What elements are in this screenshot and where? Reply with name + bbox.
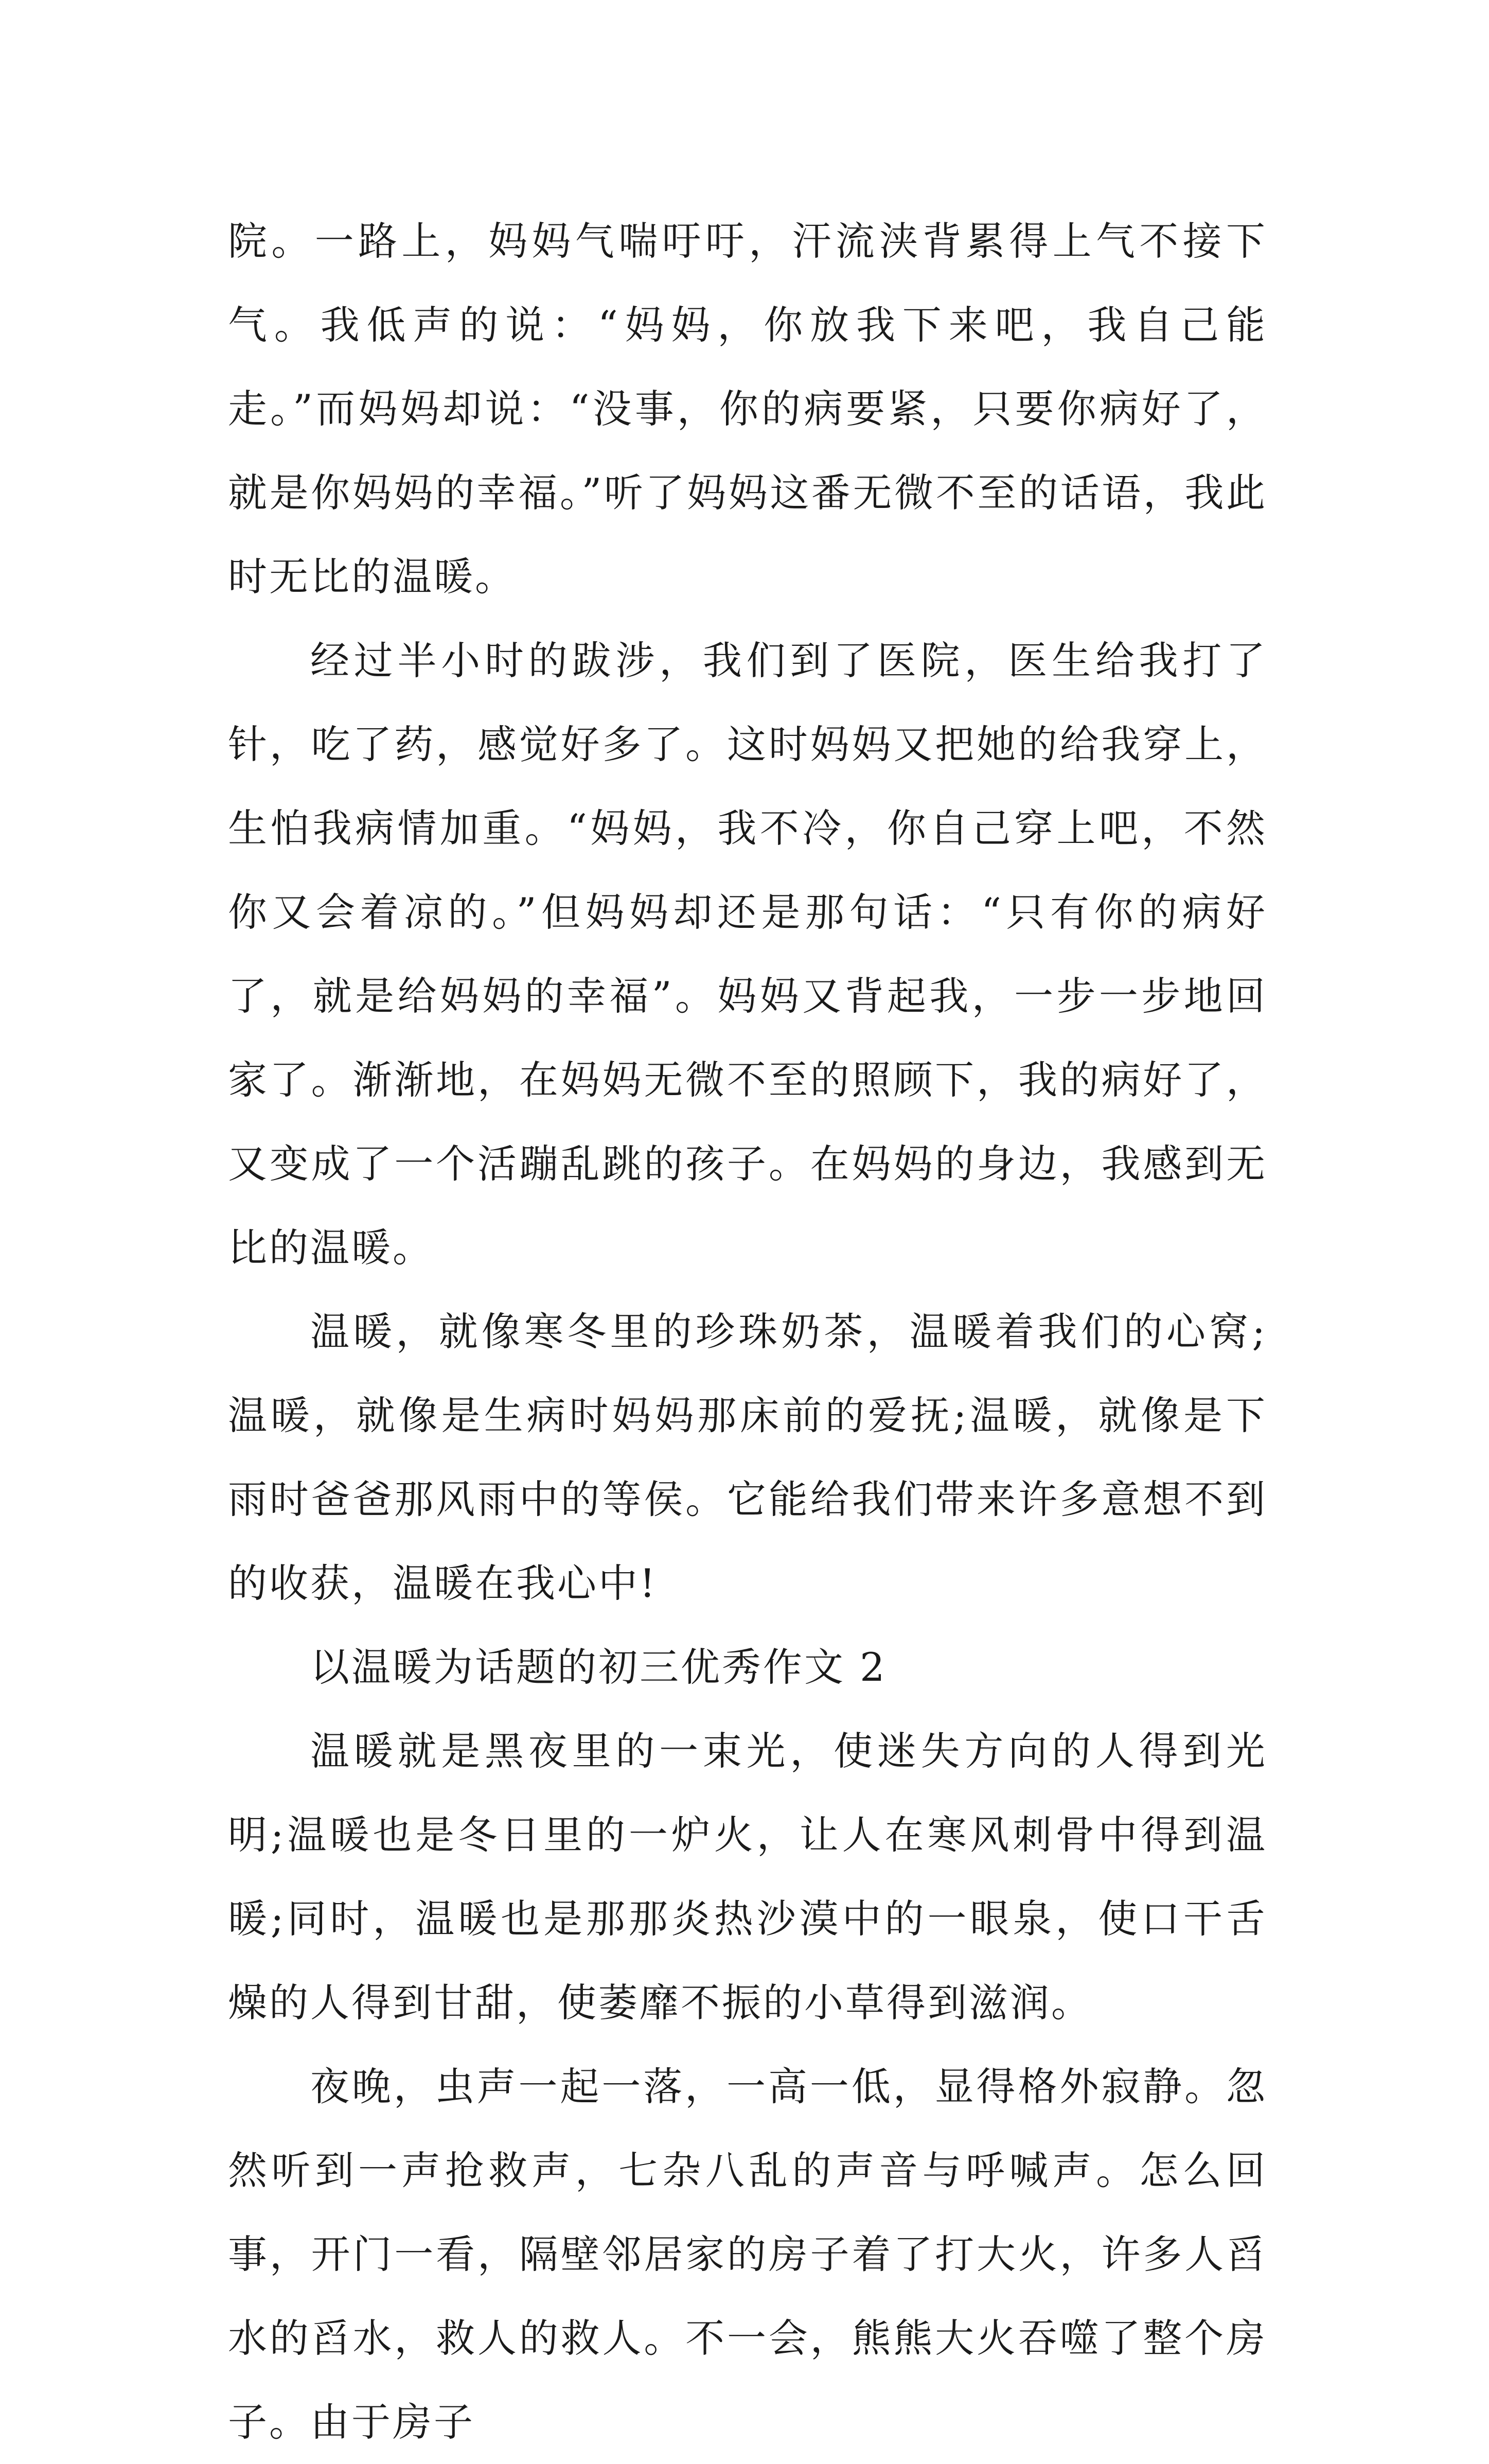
paragraph-continuation: 院。一路上，妈妈气喘吁吁，汗流浃背累得上气不接下气。我低声的说：“妈妈，你放我下来吧，我自己能走。”而妈妈却说：“没事，你的病要紧，只要你病好了，就是你妈妈的幸福。”听了妈妈这番无微不至的话语，我此时无比的温暖。 — [228, 218, 1267, 600]
essay-heading: 以温暖为话题的初三优秀作文 2 — [310, 1644, 887, 1690]
paragraph-hospital: 经过半小时的跋涉，我们到了医院，医生给我打了针，吃了药，感觉好多了。这时妈妈又把她的给我穿上，生怕我病情加重。“妈妈，我不冷，你自己穿上吧，不然你又会着凉的。”但妈妈却还是那句话：“只有你的病好了，就是给妈妈的幸福”。妈妈又背起我，一步一步地回家了。渐渐地，在妈妈无微不至的照顾下，我的病好了，又变成了一个活蹦乱跳的孩子。在妈妈的身边，我感到无比的温暖。 — [228, 638, 1267, 1271]
paragraph-warmth-definition: 温暖就是黑夜里的一束光，使迷失方向的人得到光明;温暖也是冬日里的一炉火，让人在寒风刺骨中得到温暖;同时，温暖也是那那炎热沙漠中的一眼泉，使口干舌燥的人得到甘甜，使萎靡不振的小草得到滋润。 — [228, 1728, 1267, 2026]
paragraph-warmth-summary: 温暖，就像寒冬里的珍珠奶茶，温暖着我们的心窝;温暖，就像是生病时妈妈那床前的爱抚;温暖，就像是下雨时爸爸那风雨中的等侯。它能给我们带来许多意想不到的收获，温暖在我心中! — [228, 1309, 1267, 1606]
document-body — [228, 199, 1267, 2464]
paragraph-night-fire: 夜晚，虫声一起一落，一高一低，显得格外寂静。忽然听到一声抢救声，七杂八乱的声音与呼喊声。怎么回事，开门一看，隔壁邻居家的房子着了打大火，许多人舀水的舀水，救人的救人。不一会，熊熊大火吞噬了整个房子。由于房子 — [228, 2064, 1267, 2445]
